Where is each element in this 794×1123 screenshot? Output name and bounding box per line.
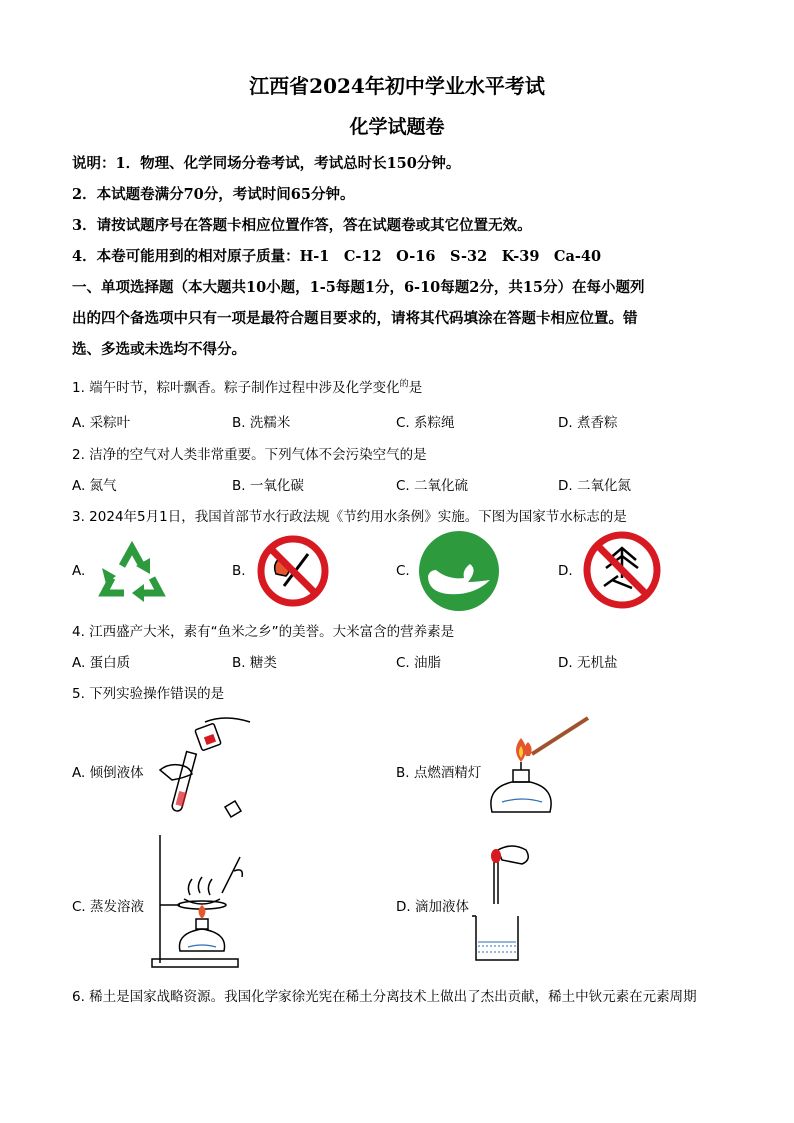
no-logging-sign-icon[interactable] <box>582 530 662 610</box>
q4-option-c[interactable]: C. 油脂 <box>396 655 442 671</box>
q2-option-b[interactable]: B. 一氧化碳 <box>232 478 304 494</box>
q3-option-b[interactable]: B. <box>232 563 246 579</box>
q2-option-d[interactable]: D. 二氧化氮 <box>558 478 631 494</box>
pouring-liquid-illustration <box>150 712 255 822</box>
dropping-liquid-illustration <box>470 842 540 967</box>
q5-option-a[interactable]: A. 倾倒液体 <box>72 765 144 781</box>
recycle-icon[interactable] <box>92 536 172 606</box>
q1-stem: 1. 端午时节，粽叶飘香。粽子制作过程中涉及化学变化$^的$是 <box>72 379 423 396</box>
evaporating-solution-illustration <box>150 835 260 970</box>
instruction-1: 说明：1．物理、化学同场分卷考试，考试总时长150分钟。 <box>72 155 461 172</box>
exam-subtitle: 化学试题卷 <box>349 116 445 138</box>
q6-stem: 6. 稀土是国家战略资源。我国化学家徐光宪在稀土分离技术上做出了杰出贡献，稀土中钬元素在元素周期 <box>72 989 697 1005</box>
section1-line-1: 一、单项选择题（本大题共10小题，1-5每题1分，6-10每题2分，共15分）在每小题列 <box>72 279 645 296</box>
instruction-3: 3．请按试题序号在答题卡相应位置作答，答在试题卷或其它位置无效。 <box>72 217 532 234</box>
q3-option-a[interactable]: A. <box>72 563 86 579</box>
q1-option-c[interactable]: C. 系粽绳 <box>396 415 455 431</box>
q2-option-c[interactable]: C. 二氧化硫 <box>396 478 469 494</box>
lighting-alcohol-lamp-illustration <box>480 712 595 822</box>
q5-option-c[interactable]: C. 蒸发溶液 <box>72 899 145 915</box>
q4-stem: 4. 江西盛产大米，素有“鱼米之乡”的美誉。大米富含的营养素是 <box>72 624 455 640</box>
water-saving-icon[interactable] <box>418 530 500 612</box>
instruction-2: 2．本试题卷满分70分，考试时间65分钟。 <box>72 186 355 203</box>
q2-option-a[interactable]: A. 氮气 <box>72 478 117 494</box>
q1-option-a[interactable]: A. 采粽叶 <box>72 415 131 431</box>
q3-stem: 3. 2024年5月1日，我国首部节水行政法规《节约用水条例》实施。下图为国家节水标志的是 <box>72 509 627 525</box>
section1-line-2: 出的四个备选项中只有一项是最符合题目要求的，请将其代码填涂在答题卡相应位置。错 <box>72 310 638 327</box>
q4-option-a[interactable]: A. 蛋白质 <box>72 655 131 671</box>
instruction-4: 4．本卷可能用到的相对原子质量：H-1 C-12 O-16 S-32 K-39 Ca-40 <box>72 248 602 265</box>
q5-option-d[interactable]: D. 滴加液体 <box>396 899 469 915</box>
q4-option-b[interactable]: B. 糖类 <box>232 655 277 671</box>
no-fire-sign-icon[interactable] <box>256 534 330 608</box>
exam-title: 江西省2024年初中学业水平考试 <box>249 74 545 98</box>
q2-stem: 2. 洁净的空气对人类非常重要。下列气体不会污染空气的是 <box>72 447 427 463</box>
q3-option-d[interactable]: D. <box>558 563 573 579</box>
q5-option-b[interactable]: B. 点燃酒精灯 <box>396 765 482 781</box>
q4-option-d[interactable]: D. 无机盐 <box>558 655 618 671</box>
section1-line-3: 选、多选或未选均不得分。 <box>72 341 246 358</box>
q5-stem: 5. 下列实验操作错误的是 <box>72 686 225 702</box>
q1-option-b[interactable]: B. 洗糯米 <box>232 415 291 431</box>
q1-option-d[interactable]: D. 煮香粽 <box>558 415 618 431</box>
q3-option-c[interactable]: C. <box>396 563 410 579</box>
